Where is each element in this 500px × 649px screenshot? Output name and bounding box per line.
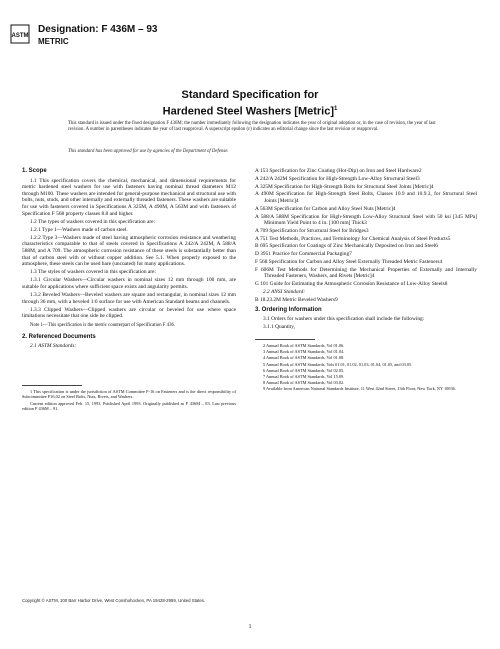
reference-item: G 101 Guide for Estimating the Atmospheric Corrosion Resistance of Low-Alloy Steels8 <box>255 281 448 288</box>
approval-notice: This standard has been approved for use by agencies of the Department of Defense. <box>68 149 229 154</box>
footnote-divider <box>255 339 315 340</box>
para-1-3: 1.3 The styles of washers covered in this specification are: <box>30 269 156 276</box>
para-1-3-3: 1.3.3 Clipped Washers—Clipped washers are circular or beveled for use where space limitations necessitate that one side be clipped. <box>22 306 236 320</box>
referenced-documents-heading: 2. Referenced Documents <box>22 333 96 340</box>
reference-item: A 325M Specification for High-Strength Bolts for Structural Steel Joints [Metric]4 <box>255 183 434 190</box>
reference-item: A 153 Specification for Zinc Coating (Hot-Dip) on Iron and Steel Hardware2 <box>255 168 422 174</box>
para-1-3-2: 1.3.2 Beveled Washers—Beveled washers are square and rectangular, in nominal sizes 12 mm through 36 mm, with a beveled 1:6 surface for use with American Standard beams and channels. <box>22 292 236 305</box>
left-column <box>22 168 236 412</box>
ansi-reference: B 18.23.2M Metric Beveled Washers9 <box>255 297 338 304</box>
reference-item: F 606M Test Methods for Determining the Mechanical Properties of Externally and Internally Threaded Fasteners, Washers, and Rivets [Metric]4 <box>255 266 477 280</box>
title-line1: Standard Specification for <box>181 89 319 101</box>
footnote: 9 Available from American National Standards Institute, 11 West 42nd Street, 13th Floor, New York, NY 10036. <box>263 386 456 392</box>
title-footnote-ref: 1 <box>334 106 338 112</box>
document-title <box>0 88 500 119</box>
footnote: 3 Annual Book of ASTM Standards, Vol 01.04. <box>263 349 345 355</box>
ordering-heading: 3. Ordering Information <box>255 306 322 313</box>
footnote-divider <box>22 385 82 386</box>
designation: Designation: F 436M – 93 <box>38 24 158 35</box>
para-1-2-2: 1.2.2 Type 3—Washers made of steel having atmospheric corrosion resistance and weathering characteristics comparable to that of steels covered in Specifications A 242/A 242M, A 588/A 588M, and A 709. The atmospheric corrosion resistance of these steels is substantially better than that of carbon steel with or without copper addition. See 5.1. When properly exposed to the atmosphere, these steels can be used bare (uncoated) for many applications. <box>22 234 236 268</box>
para-2-2: 2.2 ANSI Standard: <box>263 288 306 295</box>
footnote: 5 Annual Book of ASTM Standards, Vols 01.01, 01.02, 01.03, 01.04, 01.05, and 03.05. <box>263 361 413 367</box>
reference-item: D 3951 Practice for Commercial Packaging7 <box>255 251 352 258</box>
reference-item: A 751 Test Methods, Practices, and Terminology for Chemical Analysis of Steel Products5 <box>255 235 451 242</box>
footnote-1-edition: Current edition approved Feb. 15, 1993. Published April 1993. Originally published as F 436M – 83. Last previous edition F 436M – 91. <box>22 400 236 411</box>
reference-item: F 568 Specification for Carbon and Alloy Steel Externally Threaded Metric Fasteners4 <box>255 259 443 265</box>
astm-logo <box>10 24 30 44</box>
footnote-1: 1 This specification is under the jurisdiction of ASTM Committee F-16 on Fasteners and is the direct responsibility of Subcommittee F16.02 on Steel Bolts, Nuts, Rivets, and Washers. <box>22 389 236 400</box>
reference-item: A 588/A 588M Specification for High-Strength Low-Alloy Structural Steel with 50 ksi [345 MPa] Minimum Yield Point to 4 in. [100 mm] Thick3 <box>255 213 477 227</box>
svg-text:ASTM: ASTM <box>11 33 29 39</box>
para-1-3-1: 1.3.1 Circular Washers—Circular washers in nominal sizes 12 mm through 100 mm, are suitable for applications where sufficient space exists and angularity permits. <box>22 277 236 290</box>
footnote: 2 Annual Book of ASTM Standards, Vol 01.06. <box>263 342 345 348</box>
para-1-2: 1.2 The types of washers covered in this specification are: <box>30 218 156 225</box>
footnote: 6 Annual Book of ASTM Standards, Vol 02.05. <box>263 367 345 373</box>
footnote: 8 Annual Book of ASTM Standards, Vol 03.02. <box>263 380 345 386</box>
reference-item: A 242/A 242M Specification for High-Strength Low-Alloy Structural Steel3 <box>255 175 420 182</box>
para-1-2-1: 1.2.1 Type 1—Washers made of carbon steel. <box>30 226 128 233</box>
title-line2: Hardened Steel Washers [Metric] <box>162 105 335 118</box>
footnote: 7 Annual Book of ASTM Standards, Vol 15.09. <box>263 373 345 379</box>
para-3-1-1: 3.1.1 Quantity, <box>263 324 295 331</box>
reference-item: B 695 Specification for Coatings of Zinc Mechanically Deposited on Iron and Steel6 <box>255 243 438 250</box>
reference-item: A 563M Specification for Carbon and Alloy Steel Nuts [Metric]4 <box>255 205 396 212</box>
para-3-1: 3.1 Orders for washers under this specification shall include the following: <box>263 316 425 323</box>
reference-item: A 490M Specification for High-Strength Steel Bolts, Classes 10.9 and 10.9.3, for Structural Steel Joints [Metric]4 <box>255 191 477 204</box>
page-number: 1 <box>248 624 252 630</box>
standard-notice: This standard is issued under the fixed designation F 436M; the number immediately following the designation indicates the year of original adoption or, in the case of revision, the year of last revision. A number in parentheses indicates the year of last reapproval. A superscript epsilon (ε) indicates an editorial change since the last revision or reapproval. <box>68 121 436 132</box>
para-2-1: 2.1 ASTM Standards: <box>30 343 77 350</box>
note-1: Note 1—This specification is the metric counterpart of Specification F 436. <box>30 322 176 328</box>
right-column <box>255 168 477 393</box>
reference-item: A 709 Specification for Structural Steel for Bridges3 <box>255 227 369 234</box>
para-1-1: 1.1 This specification covers the chemical, mechanical, and dimensional requirements for metric hardened steel washers for use with fasteners having nominal thread diameters M12 through M100. These washers are intended for general-purpose mechanical and structural use with bolts, nuts, studs, and other internally and externally threaded fasteners. These washers are suitable for use with fasteners covered in Specifications A 325M, A 490M, A 563M and with fasteners of Specification F 568 property classes 8.8 and higher. <box>22 177 236 217</box>
copyright-line: Copyright © ASTM, 100 Barr Harbor Drive, West Conshohocken, PA 19428-2959, United States. <box>22 598 206 603</box>
metric-label: METRIC <box>38 37 69 46</box>
scope-heading: 1. Scope <box>22 168 47 174</box>
footnote: 4 Annual Book of ASTM Standards, Vol 01.08. <box>263 355 345 361</box>
